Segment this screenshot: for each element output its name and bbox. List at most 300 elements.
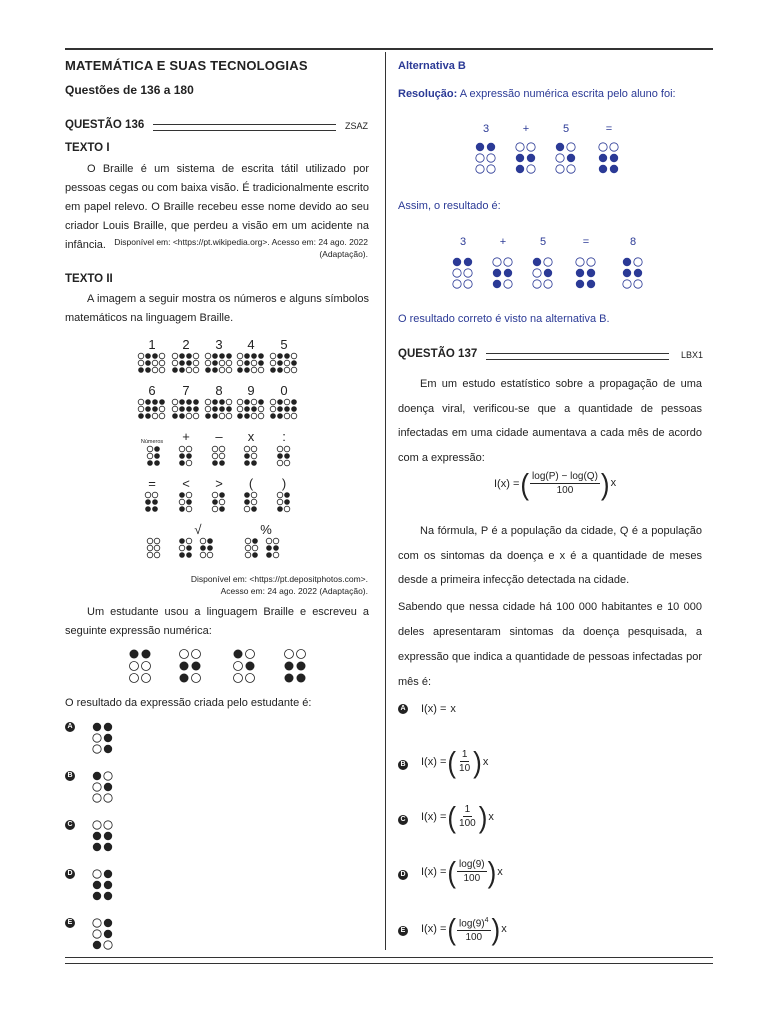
braille-dot <box>251 413 257 419</box>
braille-dot <box>212 460 218 466</box>
res2-label-plus: + <box>499 236 507 248</box>
braille-dot <box>130 650 139 659</box>
braille-dot <box>237 399 243 405</box>
braille-dot <box>270 406 276 412</box>
q137-option-d-den: 100 <box>463 873 481 884</box>
question-137-formula: I(x) = ( $\frac{\log(P) - \log(Q)}{100}$ ) x <box>494 466 617 501</box>
braille-dot <box>270 353 276 359</box>
braille-dot <box>567 165 575 173</box>
braille-dot <box>226 406 232 412</box>
braille-label-divide: : <box>282 429 286 444</box>
braille-dot <box>219 506 225 512</box>
res2-label-8: 8 <box>629 236 637 248</box>
braille-dot <box>142 650 151 659</box>
braille-dot <box>93 892 101 900</box>
braille-cell <box>200 538 213 558</box>
braille-cell <box>237 353 250 373</box>
braille-dot <box>258 353 264 359</box>
braille-dot <box>152 406 158 412</box>
braille-dot <box>93 821 101 829</box>
braille-dot <box>205 413 211 419</box>
res1-label-5: 5 <box>562 123 570 135</box>
braille-dot <box>219 446 225 452</box>
braille-dot <box>193 360 199 366</box>
braille-dot <box>186 413 192 419</box>
braille-dot <box>104 783 112 791</box>
q137-option-a-badge[interactable]: A <box>398 704 408 714</box>
braille-dot <box>193 406 199 412</box>
q136-option-d-badge[interactable]: D <box>65 869 75 879</box>
braille-cell <box>270 353 283 373</box>
braille-dot <box>487 154 495 162</box>
braille-dot <box>527 143 535 151</box>
braille-dot <box>516 154 524 162</box>
braille-dot <box>104 745 112 753</box>
braille-cell <box>245 538 258 558</box>
res1-label-plus: + <box>522 123 530 135</box>
braille-dot <box>180 662 189 671</box>
braille-dot <box>179 446 185 452</box>
braille-dot <box>634 280 642 288</box>
braille-dot <box>533 280 541 288</box>
braille-dot <box>533 269 541 277</box>
braille-dot <box>159 413 165 419</box>
q137-option-a-lhs: I(x) = <box>421 703 447 715</box>
braille-dot <box>186 460 192 466</box>
braille-dot <box>179 492 185 498</box>
braille-cell <box>244 492 257 512</box>
braille-dot <box>212 499 218 505</box>
resolution-expression-2 <box>446 232 656 292</box>
braille-dot <box>179 367 185 373</box>
braille-dot <box>270 360 276 366</box>
braille-dot <box>544 280 552 288</box>
braille-dot <box>219 360 225 366</box>
braille-cell <box>179 492 192 512</box>
braille-dot <box>277 453 283 459</box>
q137-option-e-badge[interactable]: E <box>398 926 408 936</box>
braille-dot <box>284 353 290 359</box>
braille-dot <box>219 492 225 498</box>
braille-dot <box>104 892 112 900</box>
braille-dot <box>152 353 158 359</box>
braille-dot <box>576 258 584 266</box>
braille-dot <box>476 143 484 151</box>
braille-dot <box>219 367 225 373</box>
braille-dot <box>476 165 484 173</box>
braille-dot <box>186 492 192 498</box>
braille-dot <box>145 353 151 359</box>
braille-dot <box>599 154 607 162</box>
braille-dot <box>610 143 618 151</box>
braille-dot <box>179 499 185 505</box>
braille-dot <box>212 367 218 373</box>
braille-dot <box>186 367 192 373</box>
braille-dot <box>251 446 257 452</box>
braille-dot <box>212 506 218 512</box>
braille-dot <box>273 552 279 558</box>
braille-label-greater: > <box>215 476 223 491</box>
braille-dot <box>258 406 264 412</box>
braille-dot <box>192 662 201 671</box>
braille-dot <box>145 492 151 498</box>
q137-option-c-lhs: I(x) = <box>421 810 447 823</box>
braille-dot <box>285 650 294 659</box>
question-136-stem: Um estudante usou a linguagem Braille e escreveu a seguinte expressão numérica: <box>65 606 369 637</box>
braille-cell <box>237 399 250 419</box>
braille-dot <box>634 269 642 277</box>
braille-dot <box>273 545 279 551</box>
braille-dot <box>246 662 255 671</box>
q136-option-a-badge[interactable]: A <box>65 722 75 732</box>
braille-dot <box>504 269 512 277</box>
q136-option-b-badge[interactable]: B <box>65 771 75 781</box>
braille-dot <box>138 399 144 405</box>
braille-dot <box>205 360 211 366</box>
braille-dot <box>297 662 306 671</box>
res2-cell-equals <box>576 258 595 288</box>
braille-dot <box>186 360 192 366</box>
braille-label-numeros: Números <box>140 439 164 445</box>
braille-dot <box>186 506 192 512</box>
q137-option-b[interactable]: I(x) = ( $\frac{1}{10}$ ) x <box>421 744 489 779</box>
braille-dot <box>284 453 290 459</box>
braille-dot <box>200 552 206 558</box>
braille-cell <box>138 399 151 419</box>
braille-dot <box>277 492 283 498</box>
braille-dot <box>142 662 151 671</box>
braille-dot <box>147 460 153 466</box>
braille-dot <box>193 413 199 419</box>
braille-dot <box>270 413 276 419</box>
resolution-alternative: Alternativa B <box>398 60 466 72</box>
braille-dot <box>291 353 297 359</box>
braille-dot <box>277 399 283 405</box>
question-137-p2: Na fórmula, P é a população da cidade, Q é a população com os sintomas da doença e x é a quantidade de meses desde a primeira infecção detectada na cidade. <box>398 525 702 586</box>
braille-dot <box>186 353 192 359</box>
braille-dot <box>152 413 158 419</box>
braille-dot <box>251 453 257 459</box>
braille-dot <box>258 360 264 366</box>
braille-dot <box>212 353 218 359</box>
braille-dot <box>93 783 101 791</box>
q137-option-c-badge[interactable]: C <box>398 815 408 825</box>
braille-dot <box>186 399 192 405</box>
braille-dot <box>142 674 151 683</box>
braille-dot <box>226 399 232 405</box>
q137-option-e[interactable]: I(x) = ( $\frac{\log(9)^4}{100}$ ) x <box>421 911 507 947</box>
q137-option-e-lhs: I(x) = <box>421 923 447 936</box>
option-cell <box>93 723 112 753</box>
braille-label-9: 9 <box>247 383 255 398</box>
q136-option-e-badge[interactable]: E <box>65 918 75 928</box>
braille-dot <box>297 650 306 659</box>
braille-cell <box>172 399 185 419</box>
braille-dot <box>172 413 178 419</box>
braille-dot <box>464 258 472 266</box>
braille-label-5: 5 <box>280 337 288 352</box>
braille-dot <box>567 154 575 162</box>
braille-dot <box>179 506 185 512</box>
braille-dot <box>291 406 297 412</box>
braille-label-1: 1 <box>148 337 156 352</box>
option-cell <box>93 919 112 949</box>
braille-cell <box>138 353 151 373</box>
braille-dot <box>266 545 272 551</box>
braille-label-8: 8 <box>215 383 223 398</box>
braille-dot <box>251 399 257 405</box>
braille-dot <box>212 453 218 459</box>
braille-dot <box>159 353 165 359</box>
braille-dot <box>623 258 631 266</box>
braille-dot <box>212 413 218 419</box>
braille-dot <box>634 258 642 266</box>
q137-option-d-badge[interactable]: D <box>398 870 408 880</box>
braille-dot <box>251 353 257 359</box>
q137-option-e-sup: 4 <box>484 917 489 924</box>
braille-dot <box>172 406 178 412</box>
braille-dot <box>246 650 255 659</box>
question-136-label: QUESTÃO 136 <box>65 119 145 131</box>
braille-dot <box>219 353 225 359</box>
braille-dot <box>93 941 101 949</box>
formula-denominator: 100 <box>556 485 574 496</box>
braille-dot <box>234 650 243 659</box>
question-137-code: LBX1 <box>681 350 704 360</box>
braille-dot <box>251 360 257 366</box>
braille-label-sqrt: √ <box>194 522 202 537</box>
braille-dot <box>244 399 250 405</box>
braille-dot <box>284 446 290 452</box>
braille-cell <box>277 446 290 466</box>
braille-dot <box>152 506 158 512</box>
braille-dot <box>152 492 158 498</box>
braille-cell <box>186 353 199 373</box>
braille-dot <box>297 674 306 683</box>
braille-dot <box>93 723 101 731</box>
braille-dot <box>179 538 185 544</box>
braille-dot <box>246 674 255 683</box>
braille-dot <box>258 413 264 419</box>
braille-dot <box>130 674 139 683</box>
braille-dot <box>104 821 112 829</box>
q137-option-d[interactable]: I(x) = ( $\frac{\log(9)}{100}$ ) x <box>421 854 503 889</box>
braille-cell <box>212 446 225 466</box>
braille-dot <box>179 545 185 551</box>
braille-dot <box>623 280 631 288</box>
formula-exponent: x <box>610 476 617 489</box>
braille-dot <box>212 360 218 366</box>
braille-dot <box>147 545 153 551</box>
braille-dot <box>207 545 213 551</box>
braille-dot <box>159 399 165 405</box>
braille-dot <box>270 367 276 373</box>
braille-dot <box>576 280 584 288</box>
question-136-rule <box>153 124 336 131</box>
braille-dot <box>172 399 178 405</box>
braille-cell <box>179 446 192 466</box>
braille-dot <box>587 258 595 266</box>
q137-option-e-num: log(9) <box>459 918 485 930</box>
braille-cell <box>284 353 297 373</box>
braille-dot <box>192 674 201 683</box>
res2-cell-3 <box>453 258 472 288</box>
braille-cell <box>284 399 297 419</box>
braille-dot <box>277 360 283 366</box>
texto-2-body: A imagem a seguir mostra os números e alguns símbolos matemáticos na linguagem Braille. <box>65 293 369 324</box>
braille-dot <box>159 406 165 412</box>
braille-dot <box>237 406 243 412</box>
braille-dot <box>284 367 290 373</box>
q137-option-c[interactable]: I(x) = ( $\frac{1}{100}$ ) x <box>421 799 494 834</box>
braille-dot <box>93 772 101 780</box>
res1-cell-5 <box>556 143 575 173</box>
braille-dot <box>147 446 153 452</box>
q137-option-c-exp: x <box>488 810 494 823</box>
braille-chart <box>130 334 320 570</box>
braille-dot <box>172 360 178 366</box>
braille-dot <box>193 353 199 359</box>
braille-dot <box>533 258 541 266</box>
braille-dot <box>207 538 213 544</box>
expr-cell-plus <box>180 650 201 683</box>
q137-option-a[interactable] <box>421 703 456 715</box>
resolution-intro: A expressão numérica escrita pelo aluno foi: <box>459 88 676 100</box>
braille-dot <box>93 919 101 927</box>
braille-dot <box>556 165 564 173</box>
braille-dot <box>245 545 251 551</box>
question-137-p1: Em um estudo estatístico sobre a propagação de uma doença viral, verificou-se que a quantidade de pessoas infectadas em uma cidade aumentava a cada mês de acordo com a expressão: <box>398 378 702 464</box>
braille-dot <box>104 794 112 802</box>
q137-option-c-num: 1 <box>464 804 471 815</box>
braille-dot <box>234 662 243 671</box>
braille-dot <box>244 453 250 459</box>
res1-label-3: 3 <box>482 123 490 135</box>
q136-option-c-badge[interactable]: C <box>65 820 75 830</box>
braille-dot <box>556 143 564 151</box>
braille-dot <box>186 499 192 505</box>
braille-dot <box>186 552 192 558</box>
braille-dot <box>104 930 112 938</box>
expr-cell-3 <box>130 650 151 683</box>
braille-cell <box>205 353 218 373</box>
resolution-conclusion: O resultado correto é visto na alternativa B. <box>398 313 610 325</box>
res2-cell-plus <box>493 258 512 288</box>
braille-dot <box>138 360 144 366</box>
braille-dot <box>154 446 160 452</box>
braille-dot <box>251 499 257 505</box>
braille-dot <box>251 460 257 466</box>
braille-dot <box>516 143 524 151</box>
braille-dot <box>145 360 151 366</box>
braille-dot <box>154 538 160 544</box>
braille-dot <box>285 662 294 671</box>
braille-dot <box>237 360 243 366</box>
braille-dot <box>93 734 101 742</box>
braille-dot <box>284 406 290 412</box>
braille-dot <box>464 280 472 288</box>
braille-dot <box>179 353 185 359</box>
braille-dot <box>277 367 283 373</box>
q137-option-d-num: log(9) <box>459 859 485 870</box>
braille-dot <box>237 413 243 419</box>
res1-cell-equals <box>599 143 618 173</box>
braille-dot <box>453 258 461 266</box>
braille-dot <box>527 154 535 162</box>
braille-label-open-paren: ( <box>248 476 254 491</box>
braille-label-close-paren: ) <box>281 476 287 491</box>
q137-option-b-num: 1 <box>461 749 468 760</box>
braille-dot <box>145 367 151 373</box>
braille-dot <box>277 499 283 505</box>
braille-dot <box>179 360 185 366</box>
braille-dot <box>244 406 250 412</box>
braille-dot <box>587 269 595 277</box>
braille-dot <box>147 453 153 459</box>
braille-dot <box>453 269 461 277</box>
texto-1-body: O Braille é um sistema de escrita tátil utilizado por pessoas cegas ou com baixa visão. É tradicionalmente escrito em papel relevo. O Braille recebeu esse nome devido ao seu criador Louis Braille, que perdeu a visão em um acidente na infância. <box>65 163 369 251</box>
braille-dot <box>291 399 297 405</box>
braille-dot <box>567 143 575 151</box>
braille-dot <box>252 538 258 544</box>
braille-dot <box>226 413 232 419</box>
braille-dot <box>152 367 158 373</box>
braille-dot <box>93 930 101 938</box>
braille-dot <box>205 353 211 359</box>
option-cell <box>93 870 112 900</box>
braille-dot <box>104 941 112 949</box>
resolution-label: Resolução: <box>398 88 458 100</box>
braille-dot <box>179 399 185 405</box>
question-137-rule <box>486 353 669 360</box>
braille-dot <box>154 453 160 459</box>
braille-dot <box>219 406 225 412</box>
question-136-options <box>88 718 128 958</box>
braille-dot <box>104 870 112 878</box>
res1-cell-3 <box>476 143 495 173</box>
question-136-prompt: O resultado da expressão criada pelo estudante é: <box>65 697 312 709</box>
braille-dot <box>179 413 185 419</box>
braille-dot <box>159 367 165 373</box>
braille-cell <box>219 399 232 419</box>
braille-dot <box>245 538 251 544</box>
braille-dot <box>145 506 151 512</box>
braille-dot <box>172 367 178 373</box>
braille-dot <box>93 832 101 840</box>
braille-label-equals: = <box>148 476 156 491</box>
expr-cell-5 <box>234 650 255 683</box>
braille-dot <box>623 269 631 277</box>
braille-dot <box>172 353 178 359</box>
braille-label-3: 3 <box>215 337 223 352</box>
braille-dot <box>266 552 272 558</box>
braille-dot <box>200 545 206 551</box>
braille-dot <box>487 143 495 151</box>
q137-option-b-badge[interactable]: B <box>398 760 408 770</box>
braille-dot <box>147 552 153 558</box>
braille-dot <box>205 367 211 373</box>
braille-dot <box>180 650 189 659</box>
braille-dot <box>192 650 201 659</box>
braille-dot <box>599 165 607 173</box>
braille-cell <box>152 399 165 419</box>
option-cell <box>93 772 112 802</box>
braille-cell <box>145 492 158 512</box>
braille-dot <box>93 794 101 802</box>
braille-dot <box>145 499 151 505</box>
braille-cell <box>212 492 225 512</box>
braille-dot <box>277 406 283 412</box>
